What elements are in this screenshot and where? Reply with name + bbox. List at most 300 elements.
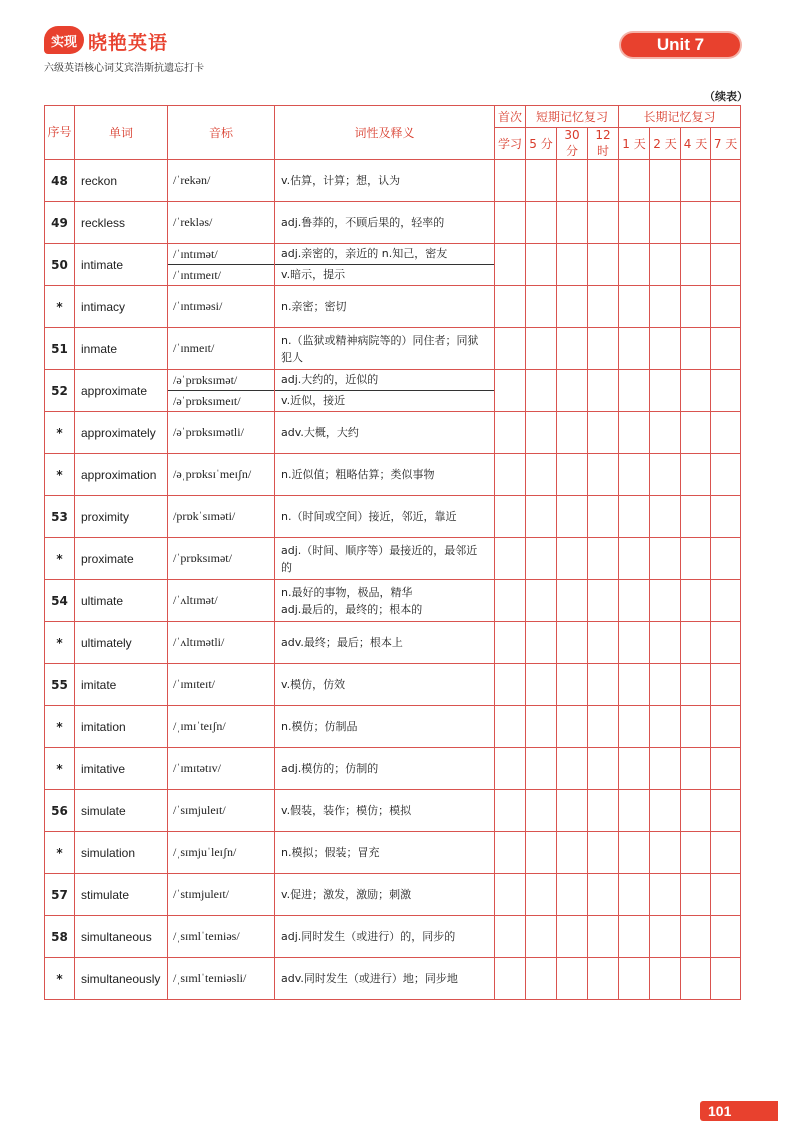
review-checkbox-cell[interactable]: [650, 622, 681, 664]
review-checkbox-cell[interactable]: [495, 832, 526, 874]
row-number: 54: [45, 580, 75, 622]
review-checkbox-cell[interactable]: [495, 538, 526, 580]
row-number: 58: [45, 916, 75, 958]
definition-cell: [275, 580, 495, 622]
review-checkbox-cell[interactable]: [681, 202, 711, 244]
word-cell: simultaneous: [75, 916, 168, 958]
word-cell: ultimately: [75, 622, 168, 664]
review-checkbox-cell[interactable]: [619, 412, 650, 454]
phonetic-text: /ˌsɪmlˈteɪniəs/: [173, 929, 240, 943]
definition-text: v.估算，计算；想，认为: [281, 174, 401, 187]
definition-text: adj.模仿的；仿制的: [281, 762, 379, 775]
review-checkbox-cell[interactable]: [711, 454, 741, 496]
review-checkbox-cell[interactable]: [711, 286, 741, 328]
word-cell: imitate: [75, 664, 168, 706]
header-short-col: 12 时: [588, 128, 619, 160]
review-checkbox-cell[interactable]: [619, 580, 650, 622]
table-row: [45, 328, 741, 370]
review-checkbox-cell[interactable]: [557, 958, 588, 1000]
word-cell: reckon: [75, 160, 168, 202]
definition-cell: [275, 328, 495, 370]
review-checkbox-cell[interactable]: [711, 748, 741, 790]
table-row: [45, 748, 741, 790]
phonetic-text: /ˈsɪmjuleɪt/: [173, 803, 226, 817]
word-cell: approximation: [75, 454, 168, 496]
review-checkbox-cell[interactable]: [711, 916, 741, 958]
word-cell: proximity: [75, 496, 168, 538]
definition-cell: [275, 244, 495, 286]
table-row: [45, 496, 741, 538]
review-checkbox-cell[interactable]: [650, 538, 681, 580]
row-number: *: [45, 454, 75, 496]
definition-cell: [275, 622, 495, 664]
review-checkbox-cell[interactable]: [526, 370, 557, 412]
phonetic-text: /əˌprɒksɪˈmeɪʃn/: [173, 467, 252, 481]
review-checkbox-cell[interactable]: [588, 874, 619, 916]
definition-cell: [275, 874, 495, 916]
table-row: [45, 832, 741, 874]
review-checkbox-cell[interactable]: [557, 874, 588, 916]
review-checkbox-cell[interactable]: [711, 538, 741, 580]
row-number: *: [45, 706, 75, 748]
phonetic-cell: [168, 454, 275, 496]
review-checkbox-cell[interactable]: [711, 790, 741, 832]
review-checkbox-cell[interactable]: [711, 958, 741, 1000]
review-checkbox-cell[interactable]: [495, 874, 526, 916]
row-number: 49: [45, 202, 75, 244]
row-number: *: [45, 748, 75, 790]
definition-cell: [275, 286, 495, 328]
review-checkbox-cell[interactable]: [588, 244, 619, 286]
review-checkbox-cell[interactable]: [650, 160, 681, 202]
phonetic-cell: [168, 328, 275, 370]
review-checkbox-cell[interactable]: [588, 748, 619, 790]
review-checkbox-cell[interactable]: [495, 580, 526, 622]
review-checkbox-cell[interactable]: [526, 244, 557, 286]
phonetic-cell: [168, 790, 275, 832]
review-checkbox-cell[interactable]: [526, 202, 557, 244]
phonetic-cell: [168, 916, 275, 958]
phonetic-cell: [168, 538, 275, 580]
review-checkbox-cell[interactable]: [557, 244, 588, 286]
review-checkbox-cell[interactable]: [619, 496, 650, 538]
row-number: *: [45, 832, 75, 874]
table-row: [45, 664, 741, 706]
word-cell: stimulate: [75, 874, 168, 916]
review-checkbox-cell[interactable]: [681, 286, 711, 328]
review-checkbox-cell[interactable]: [588, 916, 619, 958]
review-checkbox-cell[interactable]: [619, 454, 650, 496]
review-checkbox-cell[interactable]: [526, 790, 557, 832]
phonetic-variant: /əˈprɒksɪmeɪt/: [173, 394, 241, 408]
phonetic-text: /ˌsɪmlˈteɪniəsli/: [173, 971, 247, 985]
row-number: 56: [45, 790, 75, 832]
definition-text: adv.同时发生（或进行）地；同步地: [281, 972, 458, 985]
brand-name: 晓艳英语: [88, 32, 169, 54]
word-cell: approximate: [75, 370, 168, 412]
review-checkbox-cell[interactable]: [526, 874, 557, 916]
review-checkbox-cell[interactable]: [495, 496, 526, 538]
review-checkbox-cell[interactable]: [588, 790, 619, 832]
review-checkbox-cell[interactable]: [681, 370, 711, 412]
review-checkbox-cell[interactable]: [711, 664, 741, 706]
phonetic-text: /ˈʌltɪmətli/: [173, 635, 225, 649]
review-checkbox-cell[interactable]: [588, 454, 619, 496]
definition-cell: [275, 958, 495, 1000]
review-checkbox-cell[interactable]: [681, 916, 711, 958]
review-checkbox-cell[interactable]: [619, 370, 650, 412]
review-checkbox-cell[interactable]: [650, 454, 681, 496]
definition-cell: [275, 832, 495, 874]
review-checkbox-cell[interactable]: [650, 916, 681, 958]
definition-cell: [275, 496, 495, 538]
review-checkbox-cell[interactable]: [711, 328, 741, 370]
phonetic-cell: [168, 580, 275, 622]
review-checkbox-cell[interactable]: [681, 496, 711, 538]
row-number: 55: [45, 664, 75, 706]
review-checkbox-cell[interactable]: [681, 328, 711, 370]
table-row: [45, 454, 741, 496]
phonetic-cell: [168, 202, 275, 244]
phonetic-text: /ˈprɒksɪmət/: [173, 551, 232, 565]
review-checkbox-cell[interactable]: [557, 370, 588, 412]
phonetic-text: /ˈɪmɪteɪt/: [173, 677, 215, 691]
definition-text: adv.最终；最后；根本上: [281, 636, 403, 649]
review-checkbox-cell[interactable]: [557, 916, 588, 958]
review-checkbox-cell[interactable]: [495, 706, 526, 748]
header-no: 序号: [45, 106, 75, 160]
word-cell: approximately: [75, 412, 168, 454]
definition-cell: [275, 412, 495, 454]
review-checkbox-cell[interactable]: [526, 454, 557, 496]
review-checkbox-cell[interactable]: [711, 622, 741, 664]
review-checkbox-cell[interactable]: [619, 202, 650, 244]
review-checkbox-cell[interactable]: [526, 916, 557, 958]
review-checkbox-cell[interactable]: [711, 202, 741, 244]
table-row: [45, 790, 741, 832]
row-number: 53: [45, 496, 75, 538]
row-number: *: [45, 286, 75, 328]
header-long-col: 1 天: [619, 128, 650, 160]
definition-text: adv.大概，大约: [281, 426, 359, 439]
review-checkbox-cell[interactable]: [557, 706, 588, 748]
word-cell: inmate: [75, 328, 168, 370]
review-checkbox-cell[interactable]: [681, 244, 711, 286]
phonetic-text: /ˈɪnmeɪt/: [173, 341, 215, 355]
phonetic-text: /prɒkˈsɪməti/: [173, 509, 236, 523]
review-checkbox-cell[interactable]: [588, 580, 619, 622]
review-checkbox-cell[interactable]: [650, 580, 681, 622]
review-checkbox-cell[interactable]: [526, 328, 557, 370]
table-row: [45, 412, 741, 454]
definition-variant: adj.大约的，近似的: [275, 370, 494, 391]
review-checkbox-cell[interactable]: [681, 790, 711, 832]
header-first-sub: 学习: [495, 128, 526, 160]
row-number: 52: [45, 370, 75, 412]
review-checkbox-cell[interactable]: [588, 202, 619, 244]
review-checkbox-cell[interactable]: [588, 832, 619, 874]
review-checkbox-cell[interactable]: [681, 160, 711, 202]
definition-text: n.最好的事物，极品，精华 adj.最后的，最终的；根本的: [281, 585, 423, 616]
review-checkbox-cell[interactable]: [711, 496, 741, 538]
review-checkbox-cell[interactable]: [588, 706, 619, 748]
table-row: [45, 160, 741, 202]
definition-text: adj.同时发生（或进行）的，同步的: [281, 930, 456, 943]
review-checkbox-cell[interactable]: [495, 790, 526, 832]
review-checkbox-cell[interactable]: [557, 664, 588, 706]
review-checkbox-cell[interactable]: [650, 286, 681, 328]
table-row: [45, 622, 741, 664]
review-checkbox-cell[interactable]: [588, 538, 619, 580]
review-checkbox-cell[interactable]: [681, 664, 711, 706]
review-checkbox-cell[interactable]: [619, 328, 650, 370]
phonetic-variant: /ˈɪntɪmət/: [168, 244, 274, 265]
review-checkbox-cell[interactable]: [681, 622, 711, 664]
phonetic-cell: [168, 622, 275, 664]
header-long-col: 4 天: [681, 128, 711, 160]
review-checkbox-cell[interactable]: [495, 622, 526, 664]
review-checkbox-cell[interactable]: [588, 412, 619, 454]
definition-text: adj.鲁莽的，不顾后果的，轻率的: [281, 216, 445, 229]
table-row: [45, 958, 741, 1000]
phonetic-cell: [168, 706, 275, 748]
review-checkbox-cell[interactable]: [557, 328, 588, 370]
review-checkbox-cell[interactable]: [619, 874, 650, 916]
review-checkbox-cell[interactable]: [650, 790, 681, 832]
review-checkbox-cell[interactable]: [650, 706, 681, 748]
review-checkbox-cell[interactable]: [681, 454, 711, 496]
review-checkbox-cell[interactable]: [650, 328, 681, 370]
review-checkbox-cell[interactable]: [495, 244, 526, 286]
review-checkbox-cell[interactable]: [619, 622, 650, 664]
table-row: [45, 874, 741, 916]
header-long-col: 7 天: [711, 128, 741, 160]
phonetic-text: /ˈrekən/: [173, 173, 211, 187]
review-checkbox-cell[interactable]: [495, 748, 526, 790]
review-checkbox-cell[interactable]: [619, 958, 650, 1000]
phonetic-variant: /əˈprɒksɪmət/: [168, 370, 274, 391]
review-checkbox-cell[interactable]: [526, 706, 557, 748]
phonetic-text: /ˈɪmɪtətɪv/: [173, 761, 221, 775]
review-checkbox-cell[interactable]: [526, 958, 557, 1000]
definition-cell: [275, 790, 495, 832]
row-number: 57: [45, 874, 75, 916]
review-checkbox-cell[interactable]: [650, 370, 681, 412]
review-checkbox-cell[interactable]: [557, 538, 588, 580]
review-checkbox-cell[interactable]: [711, 706, 741, 748]
review-checkbox-cell[interactable]: [650, 496, 681, 538]
review-checkbox-cell[interactable]: [650, 664, 681, 706]
review-checkbox-cell[interactable]: [619, 664, 650, 706]
review-checkbox-cell[interactable]: [650, 832, 681, 874]
review-checkbox-cell[interactable]: [495, 958, 526, 1000]
definition-text: n.（时间或空间）接近，邻近，靠近: [281, 510, 457, 523]
review-checkbox-cell[interactable]: [650, 874, 681, 916]
review-checkbox-cell[interactable]: [557, 454, 588, 496]
header-short-col: 30 分: [557, 128, 588, 160]
review-checkbox-cell[interactable]: [557, 580, 588, 622]
review-checkbox-cell[interactable]: [588, 496, 619, 538]
review-checkbox-cell[interactable]: [681, 958, 711, 1000]
review-checkbox-cell[interactable]: [495, 412, 526, 454]
definition-variant: v.近似，接近: [281, 394, 346, 407]
definition-text: n.亲密；密切: [281, 300, 347, 313]
phonetic-cell: [168, 958, 275, 1000]
page-number: 101: [708, 1103, 732, 1119]
review-checkbox-cell[interactable]: [495, 328, 526, 370]
review-checkbox-cell[interactable]: [650, 748, 681, 790]
header-long-col: 2 天: [650, 128, 681, 160]
review-checkbox-cell[interactable]: [711, 244, 741, 286]
review-checkbox-cell[interactable]: [495, 664, 526, 706]
review-checkbox-cell[interactable]: [619, 790, 650, 832]
review-checkbox-cell[interactable]: [526, 496, 557, 538]
definition-text: v.促进；激发，激励；刺激: [281, 888, 412, 901]
definition-cell: [275, 706, 495, 748]
phonetic-text: /ˈstɪmjuleɪt/: [173, 887, 229, 901]
review-checkbox-cell[interactable]: [495, 286, 526, 328]
review-checkbox-cell[interactable]: [619, 706, 650, 748]
review-checkbox-cell[interactable]: [711, 874, 741, 916]
table-row: [45, 244, 741, 286]
definition-variant: adj.亲密的，亲近的 n.知己，密友: [275, 244, 494, 265]
review-checkbox-cell[interactable]: [526, 832, 557, 874]
phonetic-cell: [168, 496, 275, 538]
header-word: 单词: [75, 106, 168, 160]
table-row: [45, 202, 741, 244]
review-checkbox-cell[interactable]: [526, 160, 557, 202]
definition-cell: [275, 202, 495, 244]
review-checkbox-cell[interactable]: [588, 328, 619, 370]
word-cell: intimacy: [75, 286, 168, 328]
review-checkbox-cell[interactable]: [681, 580, 711, 622]
review-checkbox-cell[interactable]: [588, 622, 619, 664]
review-checkbox-cell[interactable]: [557, 160, 588, 202]
row-number: 50: [45, 244, 75, 286]
header-row: [45, 106, 741, 128]
review-checkbox-cell[interactable]: [619, 832, 650, 874]
review-checkbox-cell[interactable]: [619, 538, 650, 580]
definition-text: n.模仿；仿制品: [281, 720, 358, 733]
header-short-col: 5 分: [526, 128, 557, 160]
review-checkbox-cell[interactable]: [650, 202, 681, 244]
review-checkbox-cell[interactable]: [557, 832, 588, 874]
phonetic-text: /ˌɪmɪˈteɪʃn/: [173, 719, 226, 733]
phonetic-cell: [168, 412, 275, 454]
unit-badge: Unit 7: [621, 33, 740, 57]
review-checkbox-cell[interactable]: [495, 916, 526, 958]
review-checkbox-cell[interactable]: [711, 160, 741, 202]
phonetic-text: /ˈʌltɪmət/: [173, 593, 218, 607]
review-checkbox-cell[interactable]: [681, 874, 711, 916]
review-checkbox-cell[interactable]: [557, 286, 588, 328]
review-checkbox-cell[interactable]: [681, 412, 711, 454]
review-checkbox-cell[interactable]: [681, 538, 711, 580]
header-first: 首次: [495, 106, 526, 128]
review-checkbox-cell[interactable]: [711, 412, 741, 454]
phonetic-variant: /ˈɪntɪmeɪt/: [173, 268, 221, 282]
review-checkbox-cell[interactable]: [650, 244, 681, 286]
definition-text: adj.（时间、顺序等）最接近的，最邻近的: [281, 543, 478, 574]
phonetic-cell: [168, 244, 275, 286]
table-row: [45, 286, 741, 328]
header-phonetic: 音标: [168, 106, 275, 160]
review-checkbox-cell[interactable]: [711, 580, 741, 622]
review-checkbox-cell[interactable]: [526, 580, 557, 622]
phonetic-cell: [168, 370, 275, 412]
table-row: [45, 916, 741, 958]
review-checkbox-cell[interactable]: [619, 916, 650, 958]
review-checkbox-cell[interactable]: [557, 412, 588, 454]
phonetic-text: /ˈɪntɪməsi/: [173, 299, 223, 313]
review-checkbox-cell[interactable]: [526, 664, 557, 706]
review-checkbox-cell[interactable]: [526, 538, 557, 580]
vocab-table: [44, 105, 741, 1000]
review-checkbox-cell[interactable]: [557, 790, 588, 832]
review-checkbox-cell[interactable]: [495, 454, 526, 496]
book-subtitle: 六级英语核心词艾宾浩斯抗遗忘打卡: [44, 63, 204, 74]
review-checkbox-cell[interactable]: [711, 370, 741, 412]
review-checkbox-cell[interactable]: [588, 286, 619, 328]
header-short-term: 短期记忆复习: [526, 106, 619, 128]
table-row: [45, 580, 741, 622]
review-checkbox-cell[interactable]: [681, 748, 711, 790]
row-number: *: [45, 958, 75, 1000]
word-cell: proximate: [75, 538, 168, 580]
review-checkbox-cell[interactable]: [619, 244, 650, 286]
definition-cell: [275, 748, 495, 790]
review-checkbox-cell[interactable]: [588, 958, 619, 1000]
definition-text: n.（监狱或精神病院等的）同住者；同狱犯人: [281, 333, 479, 364]
review-checkbox-cell[interactable]: [557, 622, 588, 664]
phonetic-cell: [168, 664, 275, 706]
review-checkbox-cell[interactable]: [557, 748, 588, 790]
review-checkbox-cell[interactable]: [495, 202, 526, 244]
review-checkbox-cell[interactable]: [526, 622, 557, 664]
header-long-term: 长期记忆复习: [619, 106, 741, 128]
phonetic-text: /ˌsɪmjuˈleɪʃn/: [173, 845, 237, 859]
definition-text: n.模拟；假装；冒充: [281, 846, 380, 859]
review-checkbox-cell[interactable]: [588, 370, 619, 412]
definition-cell: [275, 664, 495, 706]
review-checkbox-cell[interactable]: [557, 496, 588, 538]
review-checkbox-cell[interactable]: [557, 202, 588, 244]
phonetic-text: /əˈprɒksɪmətli/: [173, 425, 244, 439]
review-checkbox-cell[interactable]: [588, 160, 619, 202]
definition-text: v.假装，装作；模仿；模拟: [281, 804, 412, 817]
phonetic-cell: [168, 748, 275, 790]
definition-cell: [275, 454, 495, 496]
review-checkbox-cell[interactable]: [650, 958, 681, 1000]
review-checkbox-cell[interactable]: [588, 664, 619, 706]
review-checkbox-cell[interactable]: [619, 748, 650, 790]
review-checkbox-cell[interactable]: [526, 286, 557, 328]
review-checkbox-cell[interactable]: [619, 160, 650, 202]
word-cell: reckless: [75, 202, 168, 244]
review-checkbox-cell[interactable]: [619, 286, 650, 328]
review-checkbox-cell[interactable]: [681, 706, 711, 748]
review-checkbox-cell[interactable]: [650, 412, 681, 454]
word-cell: simulate: [75, 790, 168, 832]
review-checkbox-cell[interactable]: [495, 160, 526, 202]
review-checkbox-cell[interactable]: [711, 832, 741, 874]
review-checkbox-cell[interactable]: [526, 412, 557, 454]
review-checkbox-cell[interactable]: [495, 370, 526, 412]
continued-label: （续表）: [704, 90, 748, 103]
review-checkbox-cell[interactable]: [526, 748, 557, 790]
row-number: *: [45, 538, 75, 580]
review-checkbox-cell[interactable]: [681, 832, 711, 874]
